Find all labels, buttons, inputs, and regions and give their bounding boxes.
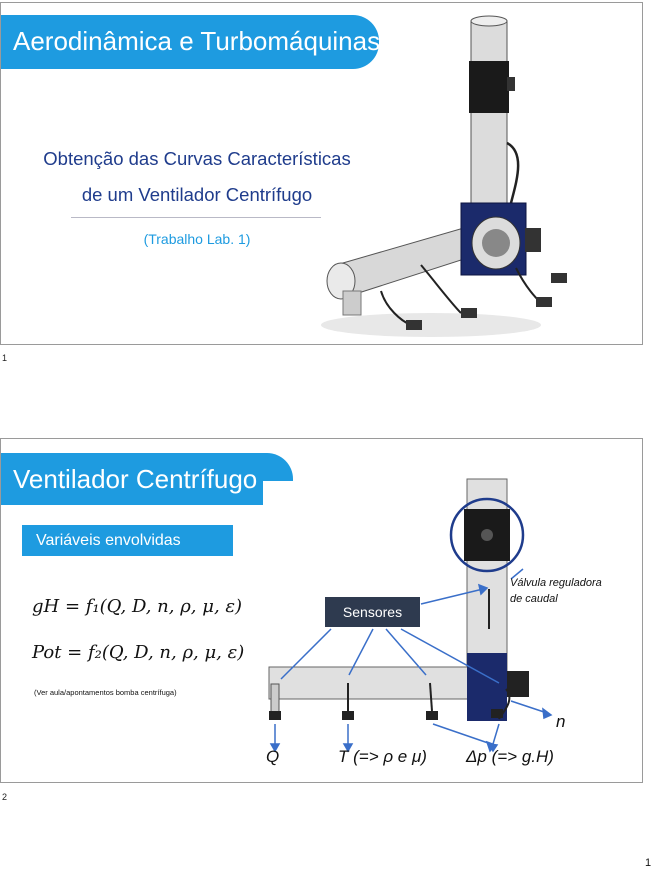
formula-gh: gH = f₁(Q, D, n, ρ, μ, ε) bbox=[32, 596, 243, 617]
label-n: n bbox=[556, 712, 566, 731]
label-q: Q bbox=[266, 747, 280, 766]
slide-1-subtitle-line2: de um Ventilador Centrífugo bbox=[81, 184, 313, 205]
slide-2-number: 2 bbox=[2, 792, 8, 802]
slide-1 bbox=[0, 2, 643, 345]
slide-2-title: Ventilador Centrífugo bbox=[1, 453, 293, 505]
formula-note: (Ver aula/apontamentos bomba centrífuga) bbox=[34, 688, 177, 697]
formula-pot: Pot = f₂(Q, D, n, ρ, μ, ε) bbox=[32, 642, 245, 663]
valve-label-line2: de caudal bbox=[510, 593, 558, 605]
slide-1-title: Aerodinâmica e Turbomáquinas bbox=[1, 15, 379, 69]
slide-1-number: 1 bbox=[2, 353, 8, 363]
sensors-box: Sensores bbox=[325, 597, 420, 627]
slide-1-subtitle-line1: Obtenção das Curvas Características bbox=[43, 148, 351, 169]
valve-label bbox=[510, 575, 602, 607]
page-number: 1 bbox=[645, 857, 652, 869]
slide-1-note: (Trabalho Lab. 1) bbox=[143, 231, 251, 247]
subtitle-divider bbox=[71, 217, 321, 218]
label-dp: Δp (=> g.H) bbox=[466, 747, 554, 766]
fan-rig-illustration bbox=[311, 3, 641, 345]
label-t: T (=> ρ e μ) bbox=[338, 747, 427, 766]
valve-label-line1: Válvula reguladora bbox=[510, 577, 602, 589]
variables-box: Variáveis envolvidas bbox=[22, 525, 233, 556]
